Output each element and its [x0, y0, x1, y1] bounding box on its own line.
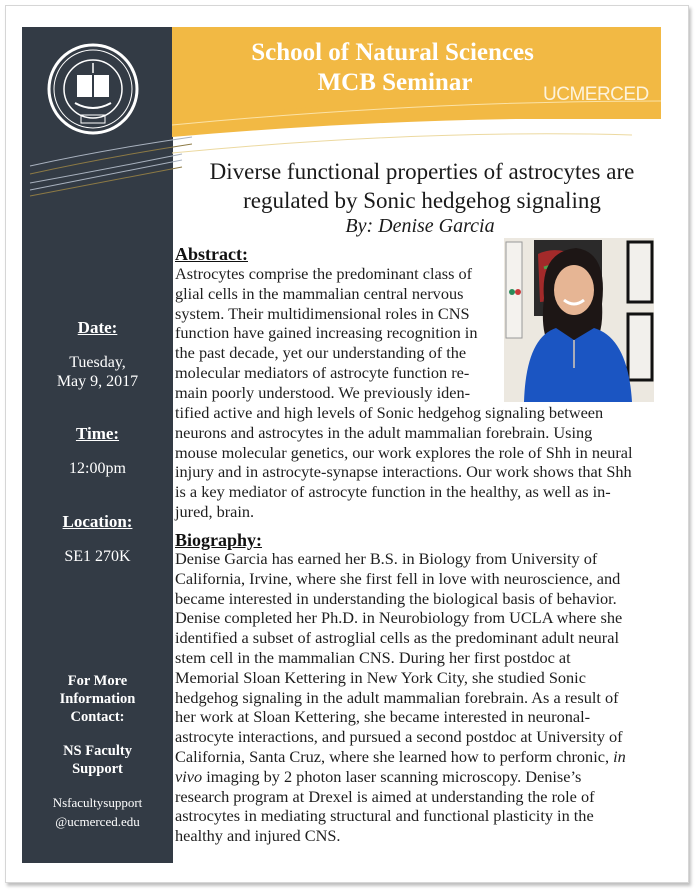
talk-title [172, 157, 672, 215]
biography-heading: Biography: [175, 530, 263, 550]
abstract-line: mouse molecular genetics, our work explores the role of Shh in neural [175, 442, 633, 462]
date-value-day: Tuesday, [69, 354, 126, 371]
contact-heading-line: Contact: [70, 709, 125, 725]
bio-text-segment: imaging by 2 photon laser scanning microscopy. Denise’s [202, 766, 582, 786]
abstract-line: neurons and astrocytes in the adult mammalian forebrain. Using [175, 422, 593, 442]
talk-title-line: Diverse functional properties of astrocytes are [209, 159, 635, 184]
bio-line: identified a subset of astroglial cells as the predominant adult neural [175, 628, 619, 648]
seminar-title: MCB Seminar [317, 69, 473, 96]
date-label: Date: [77, 318, 118, 337]
abstract-text-narrow [175, 264, 505, 403]
abstract-line: injury and in astrocyte-synapse interactions. Our work shows that Shh [175, 462, 632, 482]
bio-line: California, Irvine, where she first fell in love with neuroscience, and [175, 568, 621, 588]
bio-italic-segment: in [613, 746, 626, 766]
bio-line [175, 767, 675, 787]
time-label: Time: [75, 424, 120, 443]
contact-email-line: @ucmerced.edu [55, 814, 140, 829]
bio-line: Memorial Sloan Kettering in New York City, she studied Sonic [175, 667, 586, 687]
bio-line: hedgehog signaling in the adult mammalian forebrain. As a result of [175, 687, 619, 707]
abstract-line: molecular mediators of astrocyte function re- [175, 362, 470, 382]
bio-line: her work at Sloan Kettering, she became interested in neuronal- [175, 707, 591, 727]
abstract-line: the past decade, yet our understanding of the [175, 343, 467, 363]
abstract-line: function have gained increasing recognition in [175, 323, 478, 343]
bio-line: astrocytes in mediating structural and functional plasticity in the [175, 806, 594, 826]
speaker-name: By: Denise Garcia [345, 215, 495, 237]
contact-name-line: NS Faculty [63, 743, 132, 759]
biography-text [175, 549, 675, 846]
abstract-text-wide [175, 403, 675, 522]
bio-line: became interested in understanding the biological basis of behavior. [175, 588, 617, 608]
university-of-california-seal-icon [47, 43, 139, 135]
abstract-heading: Abstract: [175, 244, 248, 264]
bio-line: stem cell in the mammalian CNS. During her first postdoc at [175, 647, 571, 667]
abstract-line: main poorly understood. We previously iden- [175, 382, 471, 402]
bio-line: astrocyte interactions, and pursued a second postdoc at University of [175, 727, 623, 747]
bio-italic-segment: vivo [175, 766, 203, 786]
contact-email-line: Nsfacultysupport [52, 795, 143, 810]
bio-line [175, 747, 675, 767]
school-title: School of Natural Sciences [251, 39, 534, 66]
contact-name-line: Support [72, 761, 123, 777]
bio-line: Denise Garcia has earned her B.S. in Biology from University of [175, 549, 598, 568]
speaker-portrait-image [504, 238, 654, 402]
bio-line: Denise completed her Ph.D. in Neurobiology from UCLA where she [175, 608, 623, 628]
talk-title-line: regulated by Sonic hedgehog signaling [243, 188, 601, 213]
location-label: Location: [62, 512, 133, 531]
location-value: SE1 270K [64, 548, 131, 565]
abstract-line: tified active and high levels of Sonic hedgehog signaling between [175, 403, 604, 422]
abstract-line: jured, brain. [175, 501, 255, 521]
speaker-photo [504, 238, 654, 402]
contact-heading-line: Information [59, 691, 136, 707]
uc-merced-logo: UCMERCED [543, 84, 649, 105]
date-value-date: May 9, 2017 [56, 373, 139, 390]
bio-line: research program at Drexel is aimed at understanding the role of [175, 786, 595, 806]
bio-text-segment: California, Santa Cruz, where she learned how to perform chronic, [175, 746, 614, 766]
abstract-line: glial cells in the mammalian central nervous [175, 283, 464, 303]
abstract-line: Astrocytes comprise the predominant class of [175, 264, 473, 283]
bio-line: healthy and injured CNS. [175, 826, 341, 846]
abstract-line: system. Their multidimensional roles in CNS [175, 303, 470, 323]
abstract-line: is a key mediator of astrocyte function in the healthy, as well as in- [175, 482, 611, 502]
time-value: 12:00pm [69, 460, 126, 477]
contact-heading-line: For More [67, 673, 128, 689]
